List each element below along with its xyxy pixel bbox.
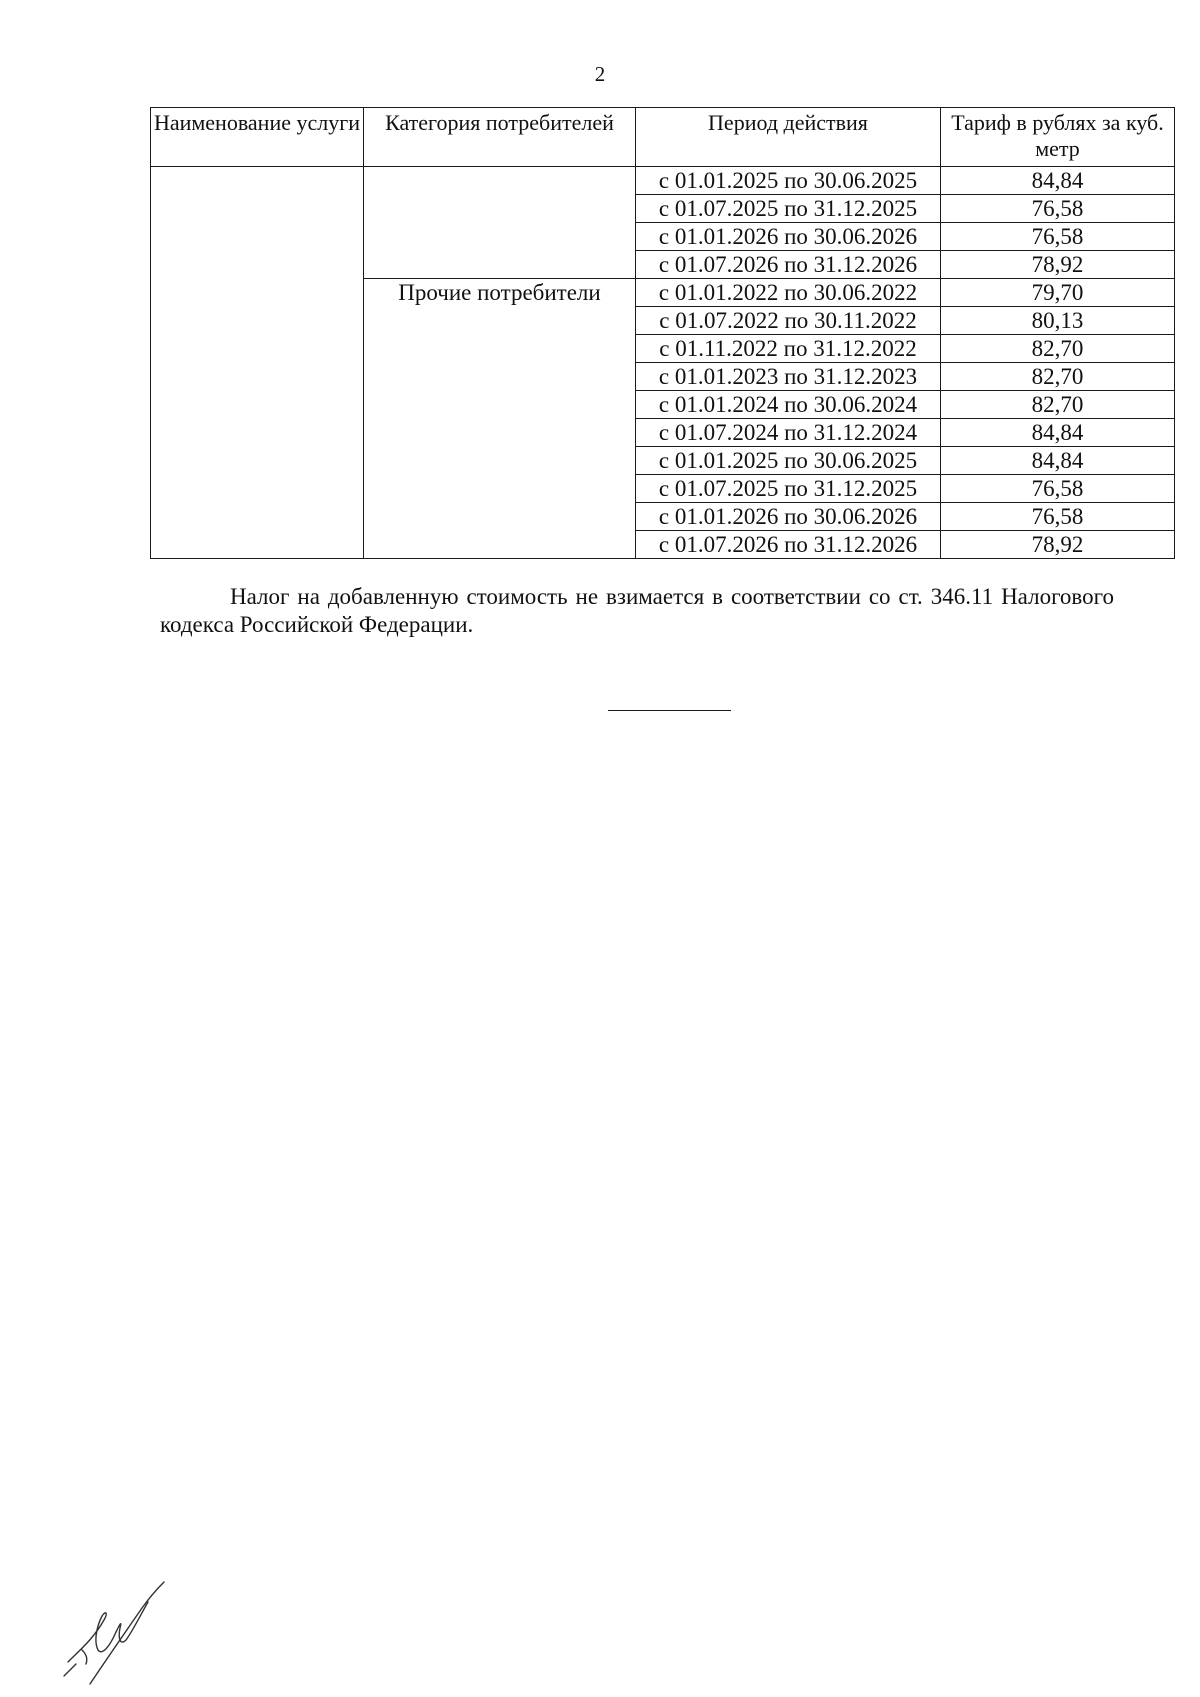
period-cell: с 01.01.2026 по 30.06.2026 — [636, 223, 941, 251]
tariff-cell: 76,58 — [941, 503, 1175, 531]
period-cell: с 01.01.2022 по 30.06.2022 — [636, 279, 941, 307]
period-cell: с 01.01.2024 по 30.06.2024 — [636, 391, 941, 419]
table-header-row — [151, 108, 1175, 167]
header-period: Период действия — [636, 108, 941, 167]
service-name-cell — [151, 167, 364, 559]
handwritten-signature-icon — [60, 1580, 180, 1690]
category-cell-other-consumers: Прочие потребители — [364, 279, 636, 559]
tariff-cell: 82,70 — [941, 391, 1175, 419]
tariff-cell: 78,92 — [941, 531, 1175, 559]
tariff-cell: 78,92 — [941, 251, 1175, 279]
table-row — [151, 167, 1175, 195]
tariff-cell: 84,84 — [941, 167, 1175, 195]
vat-note: Налог на добавленную стоимость не взимается в соответствии со ст. 346.11 Налогового кодекса Российской Федерации. — [160, 584, 1114, 637]
period-cell: с 01.07.2026 по 31.12.2026 — [636, 251, 941, 279]
header-consumer-category: Категория потребителей — [364, 108, 636, 167]
period-cell: с 01.11.2022 по 31.12.2022 — [636, 335, 941, 363]
period-cell: с 01.01.2026 по 30.06.2026 — [636, 503, 941, 531]
page-number: 2 — [594, 62, 606, 86]
tariff-cell: 76,58 — [941, 195, 1175, 223]
category-cell-continued — [364, 167, 636, 279]
tariff-table — [150, 107, 1175, 559]
period-cell: с 01.07.2025 по 31.12.2025 — [636, 195, 941, 223]
tariff-cell: 76,58 — [941, 475, 1175, 503]
period-cell: с 01.01.2025 по 30.06.2025 — [636, 447, 941, 475]
tariff-cell: 80,13 — [941, 307, 1175, 335]
period-cell: с 01.07.2024 по 31.12.2024 — [636, 419, 941, 447]
tariff-cell: 84,84 — [941, 419, 1175, 447]
tariff-cell: 82,70 — [941, 335, 1175, 363]
tariff-cell: 79,70 — [941, 279, 1175, 307]
header-tariff: Тариф в рублях за куб. метр — [941, 108, 1175, 167]
period-cell: с 01.07.2022 по 30.11.2022 — [636, 307, 941, 335]
period-cell: с 01.07.2025 по 31.12.2025 — [636, 475, 941, 503]
end-of-document-line — [608, 710, 731, 711]
period-cell: с 01.01.2025 по 30.06.2025 — [636, 167, 941, 195]
tariff-cell: 76,58 — [941, 223, 1175, 251]
tariff-cell: 84,84 — [941, 447, 1175, 475]
period-cell: с 01.07.2026 по 31.12.2026 — [636, 531, 941, 559]
period-cell: с 01.01.2023 по 31.12.2023 — [636, 363, 941, 391]
header-service-name: Наименование услуги — [151, 108, 364, 167]
tariff-cell: 82,70 — [941, 363, 1175, 391]
